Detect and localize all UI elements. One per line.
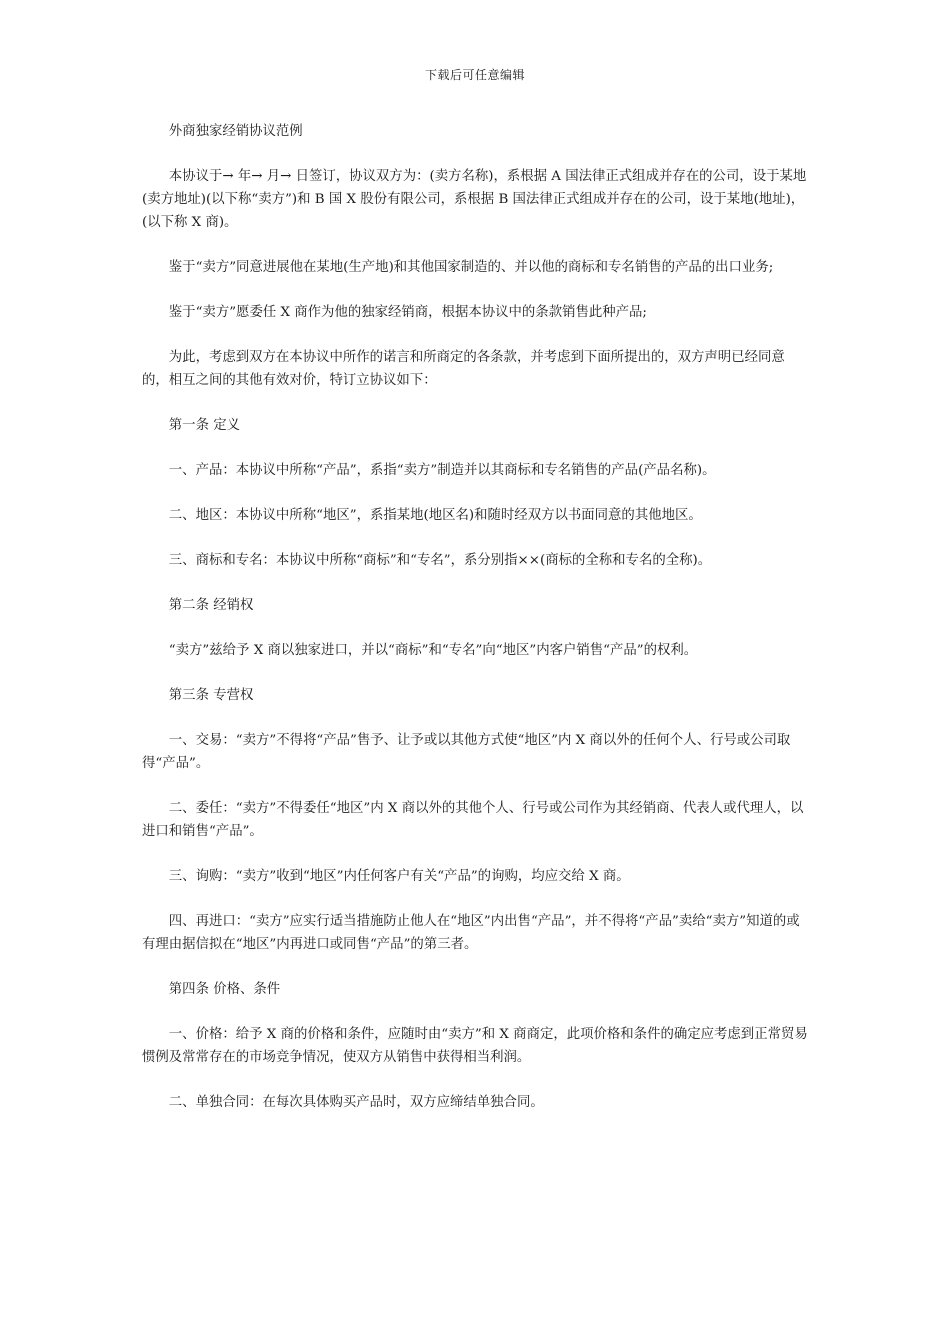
clause-paragraph: “卖方”兹给予 X 商以独家进口，并以“商标”和“专名”向“地区”内客户销售“产品”的权利。 [168, 643, 698, 658]
document-title: 外商独家经销协议范例 [168, 124, 303, 139]
document-body [142, 120, 810, 1114]
clause-paragraph: 一、交易：“卖方”不得将“产品”售予、让予或以其他方式使“地区”内 X 商以外的任何个人、行号或公司取得“产品”。 [142, 733, 791, 771]
clause-paragraph: 四、再进口：“卖方”应实行适当措施防止他人在“地区”内出售“产品”，并不得将“产品”卖给“卖方”知道的或有理由据信拟在“地区”内再进口或同售“产品”的第三者。 [142, 914, 800, 952]
paragraph-preamble: 本协议于→ 年→ 月→ 日签订，协议双方为：(卖方名称)，系根据 A 国法律正式组成并存在的公司，设于某地(卖方地址)(以下称“卖方”)和 B 国 X 股份有限公司，系根据 B 国法律正式组成并存在的公司，设于某地(地址)，(以下称 X 商)。 [142, 169, 807, 230]
clause-paragraph: 三、商标和专名：本协议中所称“商标”和“专名”，系分别指××(商标的全称和专名的全称)。 [168, 553, 712, 568]
article-heading: 第四条 价格、条件 [168, 982, 281, 997]
clause-paragraph: 一、产品：本协议中所称“产品”，系指“卖方”制造并以其商标和专名销售的产品(产品名称)。 [168, 463, 716, 478]
clause-paragraph: 一、价格：给予 X 商的价格和条件，应随时由“卖方”和 X 商商定，此项价格和条件的确定应考虑到正常贸易惯例及常常存在的市场竞争情况，使双方从销售中获得相当利润。 [142, 1027, 808, 1065]
clause-paragraph: 二、地区：本协议中所称“地区”，系指某地(地区名)和随时经双方以书面同意的其他地区。 [168, 508, 702, 523]
paragraph-whereas-1: 鉴于“卖方”同意进展他在某地(生产地)和其他国家制造的、并以他的商标和专名销售的产品的出口业务; [168, 260, 774, 275]
page-header: 下载后可任意编辑 [424, 68, 525, 82]
paragraph-consideration: 为此，考虑到双方在本协议中所作的诺言和所商定的各条款，并考虑到下面所提出的，双方声明已经同意的，相互之间的其他有效对价，特订立协议如下： [142, 350, 785, 388]
clause-paragraph: 三、询购：“卖方”收到“地区”内任何客户有关“产品”的询购，均应交给 X 商。 [168, 869, 630, 884]
clause-paragraph: 二、单独合同：在每次具体购买产品时，双方应缔结单独合同。 [168, 1095, 544, 1110]
article-heading: 第三条 专营权 [168, 688, 254, 703]
paragraph-whereas-2: 鉴于“卖方”愿委任 X 商作为他的独家经销商，根据本协议中的条款销售此种产品; [168, 305, 647, 320]
article-heading: 第二条 经销权 [168, 598, 254, 613]
clause-paragraph: 二、委任：“卖方”不得委任“地区”内 X 商以外的其他个人、行号或公司作为其经销商、代表人或代理人，以进口和销售“产品”。 [142, 801, 804, 839]
article-heading: 第一条 定义 [168, 418, 241, 433]
